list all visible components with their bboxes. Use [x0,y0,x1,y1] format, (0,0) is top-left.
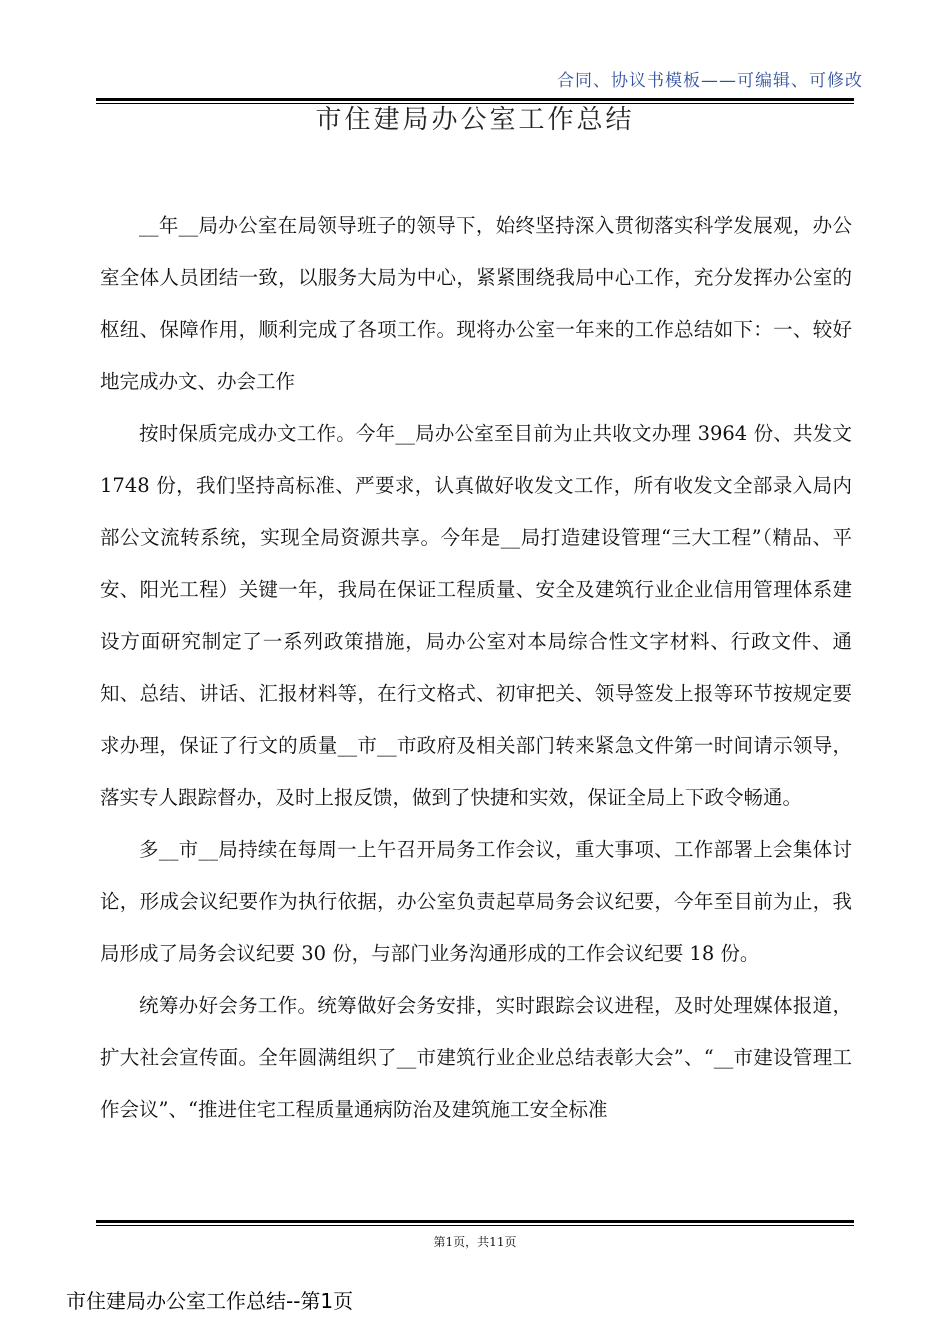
footer-rule [96,1220,854,1226]
document-body [100,200,852,1136]
document-title: 市住建局办公室工作总结 [315,105,635,135]
paragraph-document-handling: 按时保质完成办文工作。今年__局办公室至目前为止共收文办理 3964 份、共发文 1748 份，我们坚持高标准、严要求，认真做好收发文工作，所有收发文全部录入局内部公文流转系统，实现全局资源共享。今年是__局打造建设管理“三大工程”（精品、平安、阳光工程）关键一年，我局在保证工程质量、安全及建筑行业企业信用管理体系建设方面研究制定了一系列政策措施，局办公室对本局综合性文字材料、行政文件、通知、总结、讲话、汇报材料等，在行文格式、初审把关、领导签发上报等环节按规定要求办理，保证了行文的质量__市__市政府及相关部门转来紧急文件第一时间请示领导，落实专人跟踪督办，及时上报反馈，做到了快捷和实效，保证全局上下政令畅通。 [100,422,852,809]
header-template-tag: 合同、协议书模板——可编辑、可修改 [557,71,863,91]
paragraph-intro: __年__局办公室在局领导班子的领导下，始终坚持深入贯彻落实科学发展观，办公室全体人员团结一致，以服务大局为中心，紧紧围绕我局中心工作，充分发挥办公室的枢纽、保障作用，顺利完成了各项工作。现将办公室一年来的工作总结如下：一、较好地完成办文、办会工作 [100,214,852,393]
paragraph-conference-affairs: 统筹办好会务工作。统筹做好会务安排，实时跟踪会议进程，及时处理媒体报道，扩大社会宣传面。全年圆满组织了__市建筑行业企业总结表彰大会”、“__市建设管理工作会议”、“推进住宅工程质量通病防治及建筑施工安全标准 [100,994,852,1121]
footer-caption: 市住建局办公室工作总结--第1页 [66,1289,354,1313]
paragraph-meetings: 多__市__局持续在每周一上午召开局务工作会议，重大事项、工作部署上会集体讨论，形成会议纪要作为执行依据，办公室负责起草局务会议纪要，今年至目前为止，我局形成了局务会议纪要 30 份，与部门业务沟通形成的工作会议纪要 18 份。 [100,838,852,965]
page-number: 第1页，共11页 [433,1235,517,1249]
